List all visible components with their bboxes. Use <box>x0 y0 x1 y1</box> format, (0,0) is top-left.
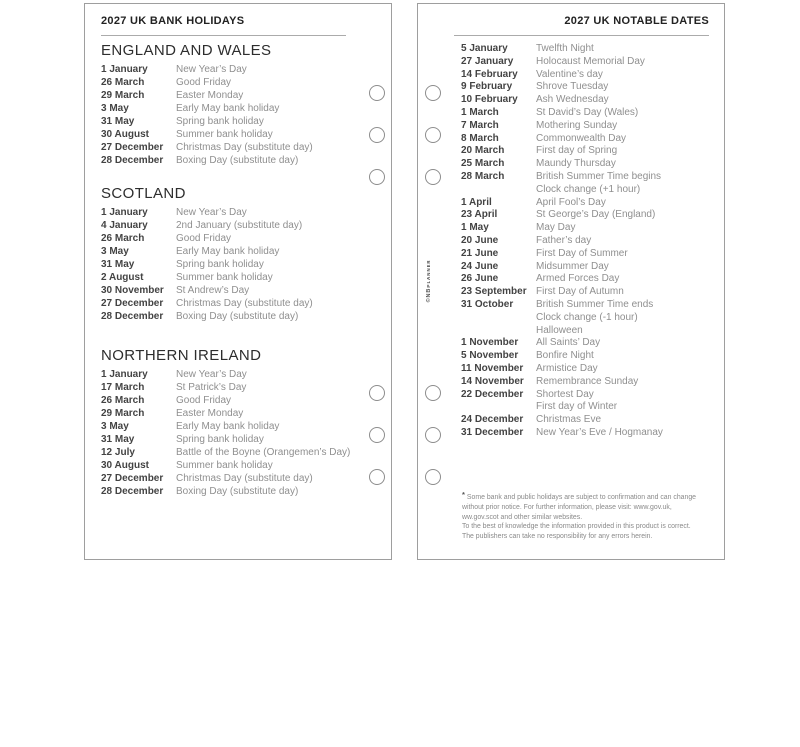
notable-date-row <box>461 363 716 376</box>
date-label: 17 March <box>101 382 145 393</box>
notable-date-row <box>461 235 716 248</box>
date-label: 30 November <box>101 285 164 296</box>
holiday-name: Remembrance Sunday <box>536 375 639 387</box>
punch-hole <box>369 127 385 143</box>
holiday-name: Midsummer Day <box>536 260 609 272</box>
punch-hole <box>425 427 441 443</box>
notable-date-row <box>461 350 716 363</box>
date-label: 25 March <box>461 158 505 170</box>
date-label: 7 March <box>461 119 499 131</box>
bank-holiday-row <box>101 102 379 115</box>
date-label: 1 January <box>101 207 148 218</box>
date-label: 23 September <box>461 286 527 298</box>
bank-holiday-row <box>101 446 379 459</box>
bank-holiday-row <box>101 459 379 472</box>
date-label: 10 February <box>461 94 518 106</box>
date-label: 31 May <box>101 116 135 127</box>
holiday-name: Armistice Day <box>536 362 598 374</box>
notable-date-row <box>461 56 716 69</box>
bank-holiday-row <box>101 245 379 258</box>
holiday-name: Easter Monday <box>176 408 244 419</box>
holiday-name: Early May bank holiday <box>176 103 280 114</box>
punch-hole <box>425 385 441 401</box>
holiday-name: Summer bank holiday <box>176 129 273 140</box>
notable-date-row <box>461 299 716 312</box>
date-label: 1 May <box>461 222 489 234</box>
header-rule <box>101 35 346 36</box>
holiday-name: First day of Spring <box>536 145 618 157</box>
holiday-name: Summer bank holiday <box>176 460 273 471</box>
date-label: 11 November <box>461 362 524 374</box>
notable-date-row <box>461 401 716 414</box>
date-label: 1 April <box>461 196 492 208</box>
section-heading: SCOTLAND <box>101 185 186 202</box>
holiday-name: Commonwealth Day <box>536 132 627 144</box>
holiday-name: Twelfth Night <box>536 43 594 54</box>
bank-holiday-sections <box>101 42 379 498</box>
date-label: 31 May <box>101 434 135 445</box>
holiday-name: Easter Monday <box>176 90 244 101</box>
holiday-name: British Summer Time begins <box>536 170 662 182</box>
date-label: 20 June <box>461 234 499 246</box>
holiday-name: Spring bank holiday <box>176 116 264 127</box>
date-label: 3 May <box>101 103 129 114</box>
holiday-name: New Year’s Day <box>176 64 247 75</box>
notable-date-row <box>461 197 716 210</box>
bank-holidays-page <box>84 3 392 560</box>
holiday-name: Christmas Day (substitute day) <box>176 298 313 309</box>
date-label: 20 March <box>461 145 505 157</box>
holiday-name: Armed Forces Day <box>536 273 620 285</box>
footnote-line: ww.gov.scot and other similar websites. <box>462 513 583 521</box>
date-label: 9 February <box>461 81 513 93</box>
notable-date-row <box>461 209 716 222</box>
punch-hole <box>425 469 441 485</box>
bank-holiday-section <box>101 42 379 167</box>
date-label: 21 June <box>461 247 499 259</box>
holiday-name: Mothering Sunday <box>536 119 618 131</box>
holiday-name: Boxing Day (substitute day) <box>176 486 299 497</box>
date-label: 4 January <box>101 220 148 231</box>
footnote <box>462 490 712 542</box>
holiday-name: Christmas Eve <box>536 414 602 426</box>
header-rule <box>454 35 709 36</box>
punch-hole <box>425 127 441 143</box>
holiday-name: Shortest Day <box>536 388 594 400</box>
date-label: 31 October <box>461 298 514 310</box>
footnote-line <box>462 490 712 503</box>
notable-date-row <box>461 81 716 94</box>
date-label: 26 June <box>461 273 499 285</box>
punch-hole <box>369 469 385 485</box>
holiday-name: Spring bank holiday <box>176 434 264 445</box>
notable-date-row <box>461 133 716 146</box>
holiday-name: April Fool’s Day <box>536 196 606 208</box>
bank-holiday-row <box>101 76 379 89</box>
holiday-name: Spring bank holiday <box>176 259 264 270</box>
notable-date-row <box>461 286 716 299</box>
bank-holiday-row <box>101 206 379 219</box>
date-label: 31 December <box>461 426 524 438</box>
date-label: 28 March <box>461 170 505 182</box>
date-label: 1 January <box>101 369 148 380</box>
date-label: 28 December <box>101 486 164 497</box>
bank-holiday-row <box>101 297 379 310</box>
holiday-name: Good Friday <box>176 395 232 406</box>
notable-date-row <box>461 145 716 158</box>
date-label: 26 March <box>101 395 145 406</box>
date-label: 30 August <box>101 129 149 140</box>
bank-holiday-row <box>101 232 379 245</box>
holiday-name: First Day of Autumn <box>536 286 624 298</box>
footnote-line: To the best of knowledge the information provided in this product is correct. <box>462 523 691 531</box>
punch-hole <box>369 385 385 401</box>
notable-date-row <box>461 43 716 56</box>
holiday-name: Early May bank holiday <box>176 246 280 257</box>
holiday-name: Boxing Day (substitute day) <box>176 311 299 322</box>
bank-holiday-section <box>101 185 379 323</box>
holiday-name: New Year’s Eve / Hogmanay <box>536 426 663 438</box>
notable-date-row <box>461 222 716 235</box>
bank-holiday-row <box>101 310 379 323</box>
date-label: 3 May <box>101 246 129 257</box>
holiday-name: Early May bank holiday <box>176 421 280 432</box>
publisher-watermark: ©NBᴘʟᴀɴɴᴇʀ <box>426 259 432 303</box>
date-label: 14 February <box>461 68 518 80</box>
notable-date-row <box>461 325 716 338</box>
date-label: 12 July <box>101 447 135 458</box>
date-label: 29 March <box>101 90 145 101</box>
date-label: 31 May <box>101 259 135 270</box>
punch-hole <box>369 85 385 101</box>
holiday-name: Father’s day <box>536 234 592 246</box>
punch-hole <box>425 169 441 185</box>
bank-holiday-row <box>101 89 379 102</box>
page-title: 2027 UK NOTABLE DATES <box>564 15 709 27</box>
notable-date-row <box>461 312 716 325</box>
date-label <box>461 325 536 338</box>
notable-date-row <box>461 69 716 82</box>
notable-date-row <box>461 107 716 120</box>
bank-holiday-row <box>101 368 379 381</box>
notable-date-row <box>461 158 716 171</box>
bank-holiday-row <box>101 433 379 446</box>
notable-date-row <box>461 427 716 440</box>
holiday-name: Good Friday <box>176 77 232 88</box>
holiday-name: Christmas Day (substitute day) <box>176 473 313 484</box>
date-label <box>461 401 536 414</box>
date-label: 26 March <box>101 77 145 88</box>
notable-date-row <box>461 337 716 350</box>
holiday-name: May Day <box>536 222 576 234</box>
bank-holiday-row <box>101 284 379 297</box>
section-heading: NORTHERN IRELAND <box>101 347 262 364</box>
date-label: 1 March <box>461 106 499 118</box>
date-label: 27 December <box>101 473 164 484</box>
notable-date-row <box>461 171 716 184</box>
date-label: 22 December <box>461 388 524 400</box>
bank-holiday-row <box>101 154 379 167</box>
notable-dates-list <box>461 43 716 440</box>
date-label: 30 August <box>101 460 149 471</box>
section-heading: ENGLAND AND WALES <box>101 42 272 59</box>
bank-holiday-row <box>101 407 379 420</box>
holiday-name: Ash Wednesday <box>536 94 609 106</box>
date-label: 29 March <box>101 408 145 419</box>
holiday-name: New Year’s Day <box>176 207 247 218</box>
holiday-name: Good Friday <box>176 233 232 244</box>
holiday-name: St David’s Day (Wales) <box>536 106 639 118</box>
punch-hole <box>369 427 385 443</box>
holiday-name: First day of Winter <box>536 401 618 413</box>
bank-holiday-row <box>101 128 379 141</box>
date-label: 27 January <box>461 55 514 67</box>
notable-date-row <box>461 389 716 402</box>
holiday-name: Summer bank holiday <box>176 272 273 283</box>
holiday-name: British Summer Time ends <box>536 298 654 310</box>
footnote-asterisk: * <box>462 490 465 499</box>
bank-holiday-row <box>101 485 379 498</box>
footnote-line: The publishers can take no responsibility for any errors herein. <box>462 533 653 541</box>
holiday-name: Bonfire Night <box>536 350 594 362</box>
holiday-name: Valentine’s day <box>536 68 603 80</box>
holiday-name: First Day of Summer <box>536 247 628 259</box>
date-label: 28 December <box>101 155 164 166</box>
holiday-name: St Patrick’s Day <box>176 382 247 393</box>
footnote-line: without prior notice. For further information, please visit: www.gov.uk, <box>462 503 672 511</box>
notable-date-row <box>461 184 716 197</box>
notable-date-row <box>461 94 716 107</box>
bank-holiday-row <box>101 394 379 407</box>
date-label: 3 May <box>101 421 129 432</box>
holiday-name: Clock change (+1 hour) <box>536 183 641 195</box>
date-label: 2 August <box>101 272 144 283</box>
holiday-name: All Saints’ Day <box>536 337 601 349</box>
bank-holiday-row <box>101 271 379 284</box>
holiday-name: Shrove Tuesday <box>536 81 609 93</box>
bank-holiday-row <box>101 141 379 154</box>
bank-holiday-row <box>101 381 379 394</box>
notable-date-row <box>461 248 716 261</box>
bank-holiday-row <box>101 219 379 232</box>
holiday-name: Christmas Day (substitute day) <box>176 142 313 153</box>
punch-hole <box>425 85 441 101</box>
date-label: 14 November <box>461 375 524 387</box>
bank-holiday-row <box>101 472 379 485</box>
page-title: 2027 UK BANK HOLIDAYS <box>101 15 245 27</box>
date-label: 5 January <box>461 43 508 54</box>
bank-holiday-row <box>101 420 379 433</box>
date-label: 26 March <box>101 233 145 244</box>
date-label <box>461 184 536 197</box>
holiday-name: 2nd January (substitute day) <box>176 220 303 231</box>
holiday-name: Holocaust Memorial Day <box>536 55 645 67</box>
bank-holiday-row <box>101 63 379 76</box>
bank-holiday-row <box>101 258 379 271</box>
notable-dates-page <box>417 3 725 560</box>
date-label: 27 December <box>101 298 164 309</box>
holiday-name: Battle of the Boyne (Orangemen’s Day) <box>176 447 351 458</box>
date-label: 5 November <box>461 350 519 362</box>
holiday-name: St Andrew’s Day <box>176 285 250 296</box>
holiday-name: New Year’s Day <box>176 369 247 380</box>
date-label <box>461 312 536 325</box>
bank-holiday-row <box>101 115 379 128</box>
date-label: 24 June <box>461 260 499 272</box>
date-label: 27 December <box>101 142 164 153</box>
date-label: 23 April <box>461 209 498 221</box>
notable-date-row <box>461 376 716 389</box>
holiday-name: Halloween <box>536 324 583 336</box>
date-label: 8 March <box>461 132 499 144</box>
holiday-name: St George’s Day (England) <box>536 209 656 221</box>
bank-holiday-section <box>101 347 379 498</box>
notable-date-row <box>461 414 716 427</box>
date-label: 24 December <box>461 414 524 426</box>
holiday-name: Clock change (-1 hour) <box>536 311 638 323</box>
holiday-name: Maundy Thursday <box>536 158 616 170</box>
holiday-name: Boxing Day (substitute day) <box>176 155 299 166</box>
notable-date-row <box>461 261 716 274</box>
footnote-text: Some bank and public holidays are subject to confirmation and can change <box>466 494 696 501</box>
date-label: 28 December <box>101 311 164 322</box>
notable-date-row <box>461 120 716 133</box>
date-label: 1 November <box>461 337 519 349</box>
date-label: 1 January <box>101 64 148 75</box>
notable-date-row <box>461 273 716 286</box>
punch-hole <box>369 169 385 185</box>
